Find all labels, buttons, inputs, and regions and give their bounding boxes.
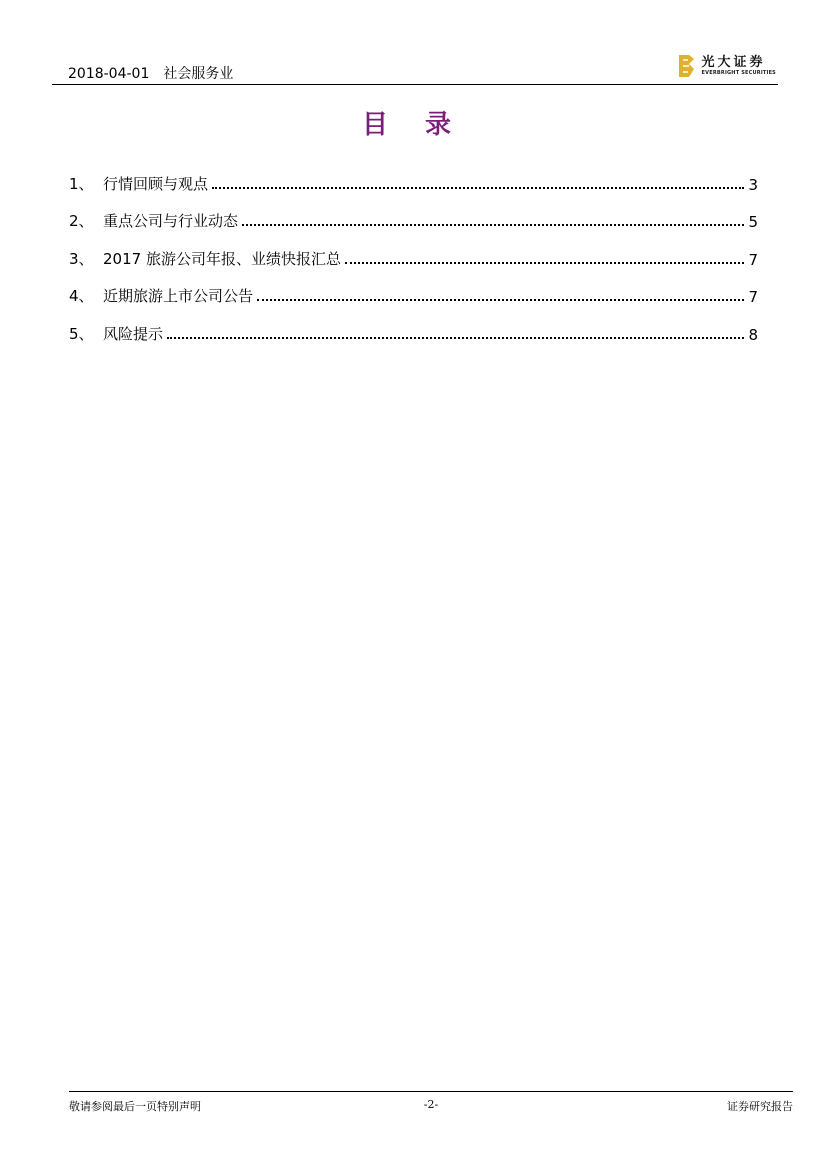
toc-item-number: 3、 [69,249,94,268]
toc-dot-leader [242,224,744,226]
page-header [52,52,778,85]
toc-item-page: 3 [748,175,758,194]
toc-item[interactable] [69,156,758,194]
company-logo [678,52,776,80]
toc-item-page: 8 [748,325,758,344]
toc-item-page: 5 [748,213,758,231]
toc-title: 目 录 [361,110,466,140]
toc-item-number: 4、 [69,287,94,305]
disclaimer-note: 敬请参阅最后一页特别声明 [69,1100,201,1113]
toc-dot-leader [167,337,744,339]
industry-name: 社会服务业 [163,66,234,82]
toc-item-number: 5、 [69,324,94,343]
toc-item-label: 近期旅游上市公司公告 [103,287,254,305]
logo-chinese-name: 光大证券 [701,55,766,70]
toc-item-number: 1、 [69,174,94,193]
toc-item[interactable] [69,269,758,307]
toc-item[interactable] [69,194,758,232]
toc-item-label: 行情回顾与观点 [103,174,209,193]
toc-item-label: 重点公司与行业动态 [103,212,239,230]
header-info [68,63,233,83]
toc-item-number: 2、 [69,212,94,230]
table-of-contents [69,156,758,344]
report-date: 2018-04-01 [68,66,150,82]
toc-item-label: 风险提示 [103,324,164,343]
logo-english-name: EVERBRIGHT SECURITIES [701,70,776,76]
toc-item-page: 7 [748,250,758,269]
toc-item[interactable] [69,231,758,269]
toc-dot-leader [345,262,744,264]
report-type: 证券研究报告 [727,1100,793,1113]
page-footer [69,1091,793,1113]
everbright-logo-icon [678,54,696,78]
toc-dot-leader [257,299,744,301]
toc-item-page: 7 [748,288,758,306]
toc-item[interactable] [69,306,758,344]
toc-dot-leader [212,187,744,189]
toc-item-label: 2017 旅游公司年报、业绩快报汇总 [103,249,341,268]
page-number: -2- [423,1098,439,1111]
